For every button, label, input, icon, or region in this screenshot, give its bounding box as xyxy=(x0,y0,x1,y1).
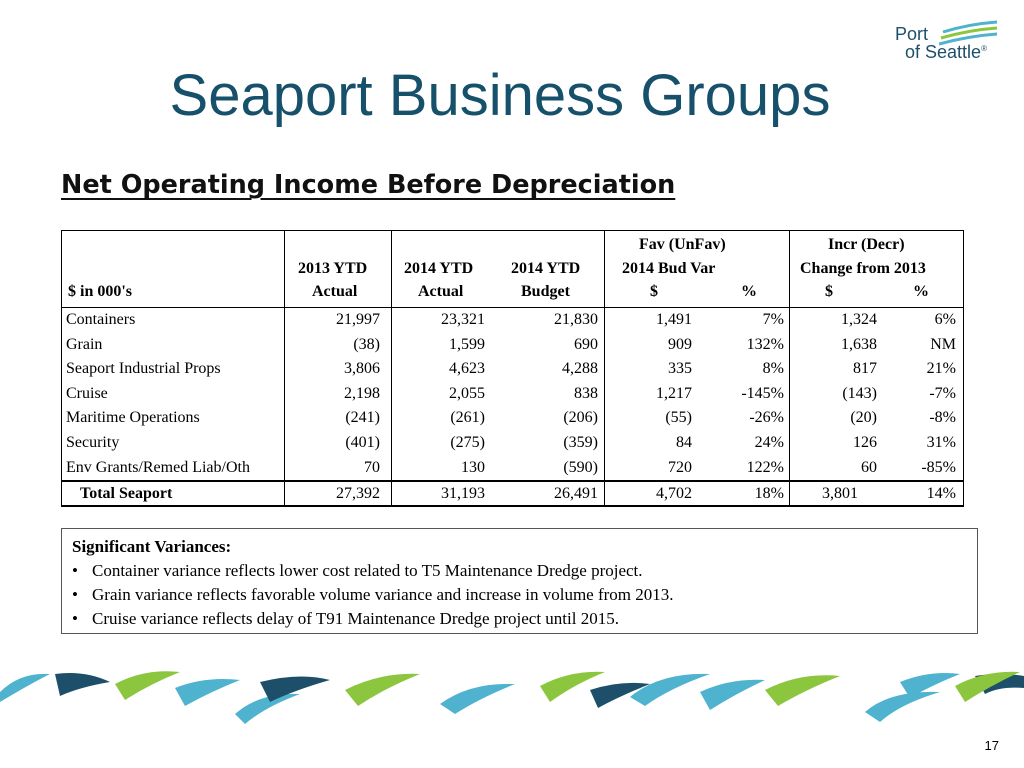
cell-incr: 60 xyxy=(861,458,877,476)
header-2014-bud-var: 2014 Bud Var xyxy=(622,260,716,277)
table-header xyxy=(62,231,963,308)
variances-title: Significant Variances: xyxy=(72,537,232,556)
cell-a2014: 130 xyxy=(461,458,485,476)
logo-text-of-seattle: of Seattle® xyxy=(905,42,987,62)
port-of-seattle-logo xyxy=(893,14,1003,66)
cell-favp: 8% xyxy=(762,360,784,378)
total-2014-actual: 31,193 xyxy=(441,485,485,503)
table-row xyxy=(62,431,963,456)
header-2013-ytd: 2013 YTD xyxy=(298,260,368,277)
cell-b2014: 21,830 xyxy=(554,311,598,328)
cell-b2014: (590) xyxy=(563,458,598,476)
cell-a2013: (241) xyxy=(345,409,380,427)
cell-a2013: (38) xyxy=(353,335,380,353)
total-fav: 4,702 xyxy=(656,485,692,503)
table-row xyxy=(62,333,963,358)
cell-b2014: 690 xyxy=(574,335,598,353)
table-row xyxy=(62,357,963,382)
cell-fav: 84 xyxy=(676,433,692,451)
cell-fav: 720 xyxy=(668,458,692,476)
cell-incrp: 31% xyxy=(926,433,956,451)
total-incr: 3,801 xyxy=(822,485,858,503)
cell-label: Cruise xyxy=(66,384,108,402)
cell-incr: 1,638 xyxy=(841,335,877,353)
table-row xyxy=(62,382,963,407)
logo-lines-icon xyxy=(939,18,1001,58)
header-fav-pct: % xyxy=(741,283,757,300)
cell-a2013: 21,997 xyxy=(336,311,380,328)
cell-a2013: 3,806 xyxy=(344,360,380,378)
cell-a2014: 4,623 xyxy=(449,360,485,378)
cell-b2014: 4,288 xyxy=(562,360,598,378)
table-row xyxy=(62,406,963,431)
cell-fav: 1,491 xyxy=(656,311,692,328)
cell-fav: 909 xyxy=(668,335,692,353)
decorative-wave-band xyxy=(0,662,1024,732)
cell-fav: 335 xyxy=(668,360,692,378)
cell-fav: (55) xyxy=(665,409,692,427)
cell-favp: -26% xyxy=(749,409,784,427)
header-incr-dollar: $ xyxy=(825,283,833,300)
cell-incrp: 6% xyxy=(934,311,956,328)
header-incr-decr: Incr (Decr) xyxy=(828,236,905,253)
total-2014-budget: 26,491 xyxy=(554,485,598,503)
header-2013-actual: Actual xyxy=(312,283,358,300)
cell-b2014: (206) xyxy=(563,409,598,427)
total-incr-pct: 14% xyxy=(926,485,956,503)
header-fav-unfav: Fav (UnFav) xyxy=(639,236,726,253)
units-label: $ in 000's xyxy=(68,283,133,300)
cell-a2013: 70 xyxy=(364,458,380,476)
header-2014-budget: Budget xyxy=(521,283,570,300)
cell-incr: (20) xyxy=(850,409,877,427)
cell-incrp: NM xyxy=(930,335,956,353)
slide-subtitle: Net Operating Income Before Depreciation xyxy=(61,170,676,200)
cell-fav: 1,217 xyxy=(656,384,692,402)
total-row xyxy=(62,480,963,505)
cell-label: Grain xyxy=(66,335,103,353)
cell-incr: 1,324 xyxy=(841,311,877,328)
total-2013: 27,392 xyxy=(336,485,380,503)
cell-favp: 7% xyxy=(762,311,784,328)
header-change-from-2013: Change from 2013 xyxy=(800,260,926,277)
cell-a2014: 1,599 xyxy=(449,335,485,353)
cell-favp: 24% xyxy=(754,433,784,451)
header-2014-ytd-budget: 2014 YTD xyxy=(511,260,581,277)
total-fav-pct: 18% xyxy=(754,485,784,503)
cell-incr: (143) xyxy=(842,384,877,402)
table-row xyxy=(62,308,963,333)
cell-label: Seaport Industrial Props xyxy=(66,360,221,378)
cell-a2014: 2,055 xyxy=(449,384,485,402)
noi-table xyxy=(61,230,964,507)
cell-incr: 126 xyxy=(853,433,877,451)
variance-item: • Cruise variance reflects delay of T91 Maintenance Dredge project until 2015. xyxy=(72,609,619,628)
variance-item: • Grain variance reflects favorable volume variance and increase in volume from 2013. xyxy=(72,585,674,604)
cell-a2013: (401) xyxy=(345,433,380,451)
cell-a2013: 2,198 xyxy=(344,384,380,402)
header-fav-dollar: $ xyxy=(650,283,658,300)
cell-a2014: (275) xyxy=(450,433,485,451)
cell-incr: 817 xyxy=(853,360,877,378)
table-row xyxy=(62,456,963,481)
cell-favp: 132% xyxy=(746,335,784,353)
cell-incrp: -7% xyxy=(929,384,956,402)
logo-text-port: Port xyxy=(895,24,929,44)
cell-incrp: 21% xyxy=(926,360,956,378)
cell-b2014: (359) xyxy=(563,433,598,451)
cell-favp: -145% xyxy=(741,384,784,402)
table-body xyxy=(62,308,963,480)
cell-label: Env Grants/Remed Liab/Oth xyxy=(66,458,250,476)
total-label: Total Seaport xyxy=(80,485,173,503)
cell-label: Security xyxy=(66,433,120,451)
cell-favp: 122% xyxy=(746,458,784,476)
cell-label: Containers xyxy=(66,311,136,328)
cell-incrp: -8% xyxy=(929,409,956,427)
variance-item: • Container variance reflects lower cost related to T5 Maintenance Dredge project. xyxy=(72,561,643,580)
cell-b2014: 838 xyxy=(574,384,598,402)
cell-incrp: -85% xyxy=(921,458,956,476)
cell-a2014: (261) xyxy=(450,409,485,427)
page-number: 17 xyxy=(984,738,999,753)
cell-a2014: 23,321 xyxy=(441,311,485,328)
header-incr-pct: % xyxy=(913,283,929,300)
header-2014-actual: Actual xyxy=(418,283,464,300)
cell-label: Maritime Operations xyxy=(66,409,200,427)
significant-variances-box xyxy=(61,528,978,634)
slide-title: Seaport Business Groups xyxy=(169,63,831,128)
header-2014-ytd: 2014 YTD xyxy=(404,260,474,277)
